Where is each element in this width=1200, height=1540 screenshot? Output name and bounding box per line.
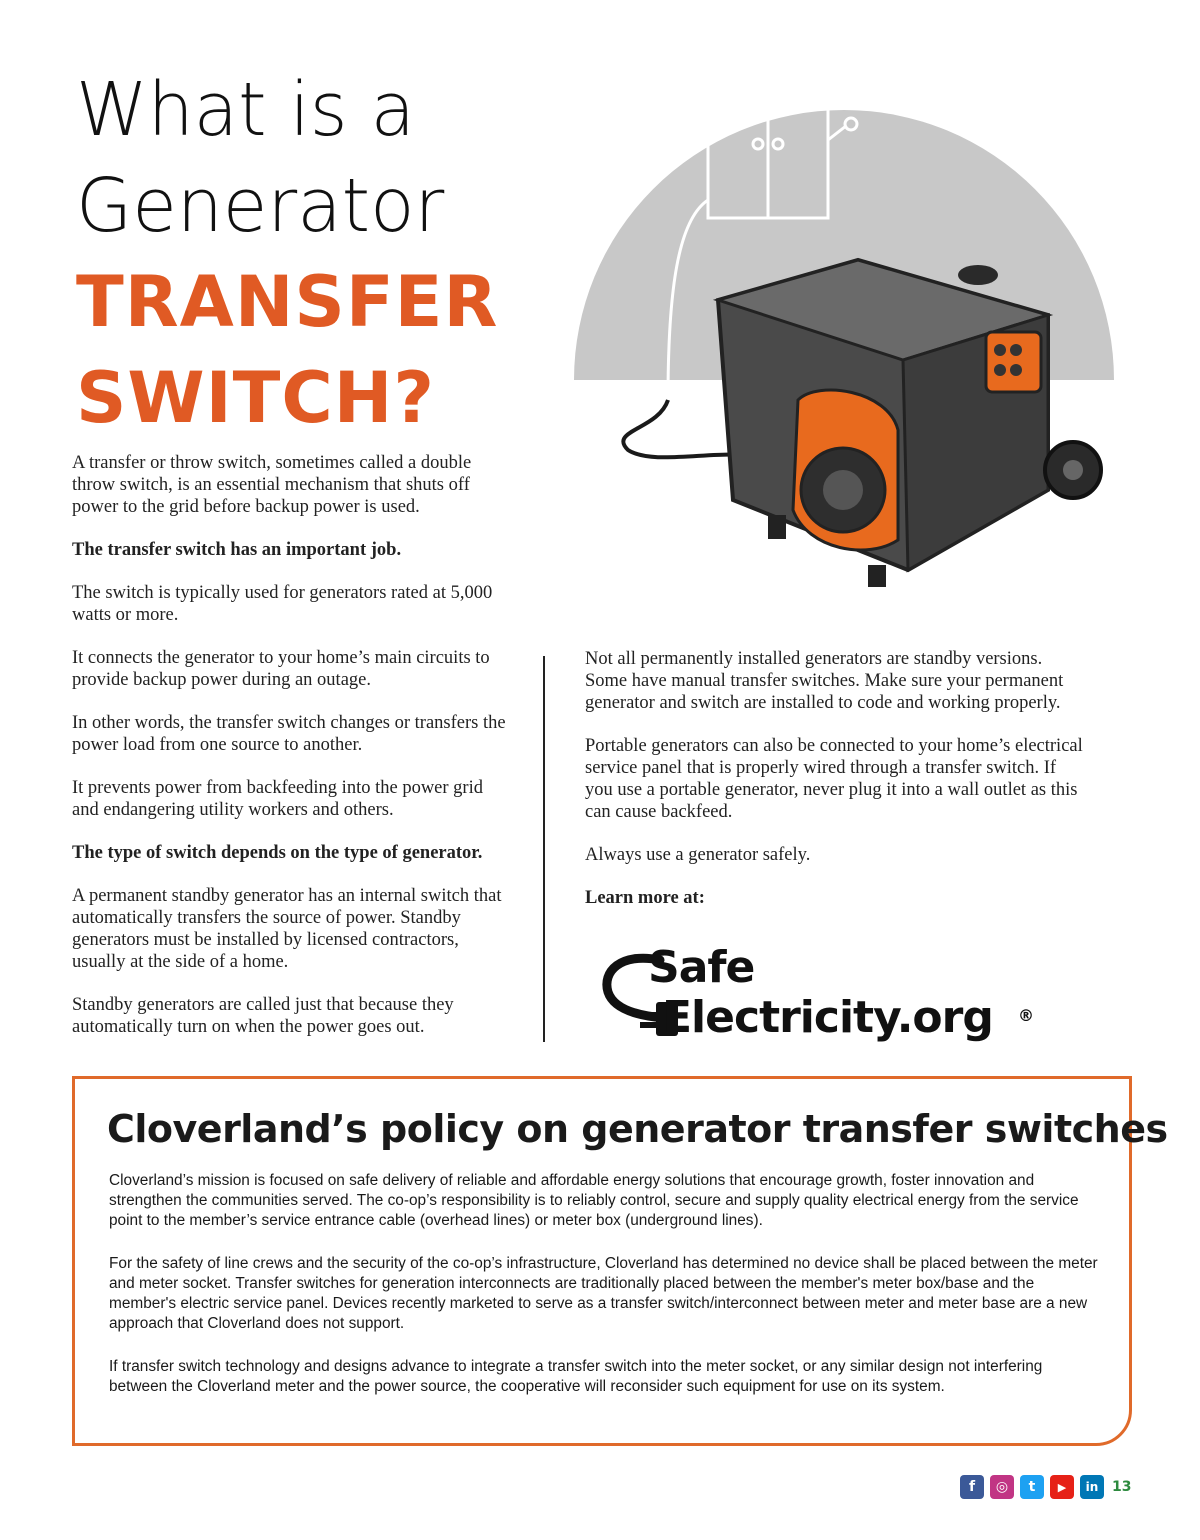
policy-body <box>109 1171 1099 1420</box>
paragraph: Portable generators can also be connected to your home’s electrical service panel that is properly wired through a transfer switch. If you use a portable generator, never plug it into a wall outlet as this can cause backfeed. <box>585 736 1083 822</box>
paragraph: It connects the generator to your home’s main circuits to provide backup power during an outage. <box>72 648 490 690</box>
subheading: The transfer switch has an important job. <box>72 540 402 560</box>
column-divider <box>543 656 545 1042</box>
policy-paragraph: If transfer switch technology and designs advance to integrate a transfer switch into the meter socket, or any similar design not interfering between the Cloverland meter and the power source, the cooperative will reconsider such equipment for use on its system. <box>109 1358 1043 1395</box>
logo-line-safe: Safe <box>648 942 755 993</box>
youtube-icon[interactable]: ▶ <box>1050 1475 1074 1499</box>
footer-social-bar <box>960 1474 1131 1500</box>
safe-electricity-logo[interactable] <box>600 942 1040 1052</box>
linkedin-icon[interactable]: in <box>1080 1475 1104 1499</box>
title-line-1: What is a <box>76 67 416 153</box>
paragraph: A permanent standby generator has an internal switch that automatically transfers the source of power. Standby generators must be installed by licensed contractors, usually at the side of a home. <box>72 886 502 972</box>
left-column <box>72 452 512 1059</box>
right-column <box>585 648 1085 930</box>
paragraph: Standby generators are called just that because they automatically turn on when the power goes out. <box>72 995 454 1037</box>
instagram-icon[interactable]: ◎ <box>990 1475 1014 1499</box>
subheading: The type of switch depends on the type of generator. <box>72 843 483 863</box>
policy-paragraph: Cloverland’s mission is focused on safe delivery of reliable and affordable energy solutions that encourage growth, foster innovation and strengthen the communities served. The co-op’s responsibility is to reliably control, secure and supply quality electrical energy from the service point to the member’s service entrance cable (overhead lines) or meter box (underground lines). <box>109 1172 1079 1229</box>
paragraph: Not all permanently installed generators are standby versions. Some have manual transfer switches. Make sure your permanent generator and switch are installed to code and working properly. <box>585 649 1064 713</box>
facebook-icon[interactable]: f <box>960 1475 984 1499</box>
title-line-4: SWITCH? <box>76 357 435 439</box>
policy-paragraph: For the safety of line crews and the security of the co-op’s infrastructure, Cloverland has determined no device shall be placed between the meter and meter socket. Transfer switches for generation interconnects are traditionally placed between the member's meter box/base and the member's electric service panel. Devices recently marketed to serve as a transfer switch/interconnect between meter and meter base are a new approach that Cloverland does not support. <box>109 1255 1098 1332</box>
policy-box <box>72 1076 1168 1446</box>
paragraph: A transfer or throw switch, sometimes called a double throw switch, is an essential mechanism that shuts off power to the grid before backup power is used. <box>72 453 472 517</box>
registered-mark: ® <box>1018 1006 1033 1025</box>
paragraph: The switch is typically used for generators rated at 5,000 watts or more. <box>72 583 493 625</box>
generator-illustration <box>568 70 1128 630</box>
paragraph: It prevents power from backfeeding into the power grid and endangering utility workers and others. <box>72 778 483 820</box>
title-line-2: Generator <box>76 163 445 249</box>
page-title <box>76 62 596 446</box>
paragraph: Always use a generator safely. <box>585 845 811 865</box>
logo-line-electricity: Electricity.org <box>662 992 993 1043</box>
learn-more-label: Learn more at: <box>585 888 705 908</box>
paragraph: In other words, the transfer switch changes or transfers the power load from one source to another. <box>72 713 506 755</box>
page-number: 13 <box>1112 1479 1132 1495</box>
title-line-3: TRANSFER <box>76 261 499 343</box>
twitter-icon[interactable]: t <box>1020 1475 1044 1499</box>
policy-title: Cloverland’s policy on generator transfer switches <box>107 1107 1168 1151</box>
